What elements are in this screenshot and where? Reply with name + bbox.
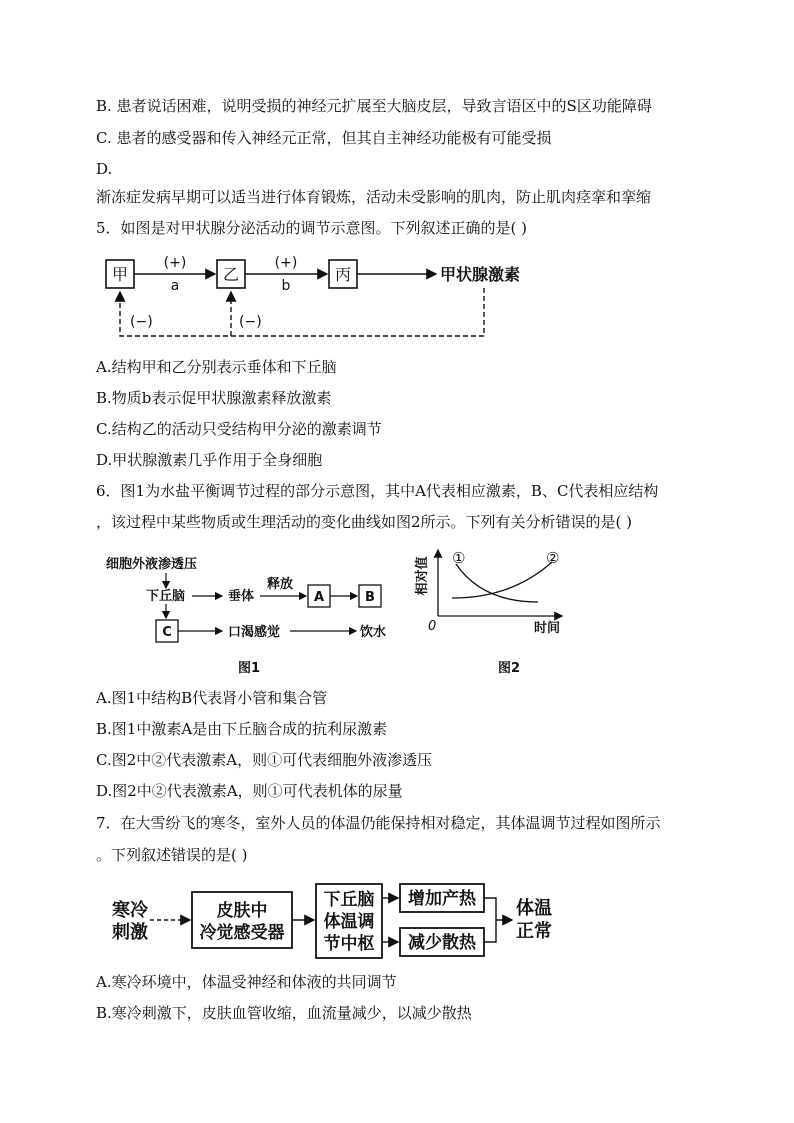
- q7-box-heat-label: 增加产热: [408, 889, 476, 909]
- q6-option-c: C.图2中②代表激素A，则①可代表细胞外液渗透压: [96, 751, 433, 769]
- q6-option-d: D.图2中②代表激素A，则①可代表机体的尿量: [96, 782, 403, 800]
- q4-option-d-text: 渐冻症发病早期可以适当进行体育锻炼，活动未受影响的肌肉，防止肌肉痉挛和挛缩: [96, 188, 652, 206]
- q7-option-b: B.寒冷刺激下，皮肤血管收缩，血流量减少，以减少散热: [96, 1004, 472, 1022]
- q7-diagram: [108, 880, 568, 962]
- fig1-release: 释放: [267, 577, 294, 592]
- fig2-caption: 图2: [498, 661, 521, 676]
- fig1-box-c-label: C: [162, 625, 172, 640]
- q5-option-d: D.甲状腺激素几乎作用于全身细胞: [96, 451, 323, 469]
- arrow-b-label: b: [281, 278, 291, 294]
- output-label: 甲状腺激素: [440, 265, 521, 284]
- box-yi-label: 乙: [222, 265, 240, 284]
- q7-stim-line2: 刺激: [112, 922, 148, 943]
- q7-box-center-line2: 体温调: [323, 912, 375, 932]
- fig1-osmotic: 细胞外液渗透压: [106, 557, 198, 572]
- box-jia-label: 甲: [111, 265, 129, 284]
- q7-box-loss-label: 减少散热: [408, 933, 476, 953]
- q7-box-center-line3: 节中枢: [323, 934, 375, 954]
- fig2-xlabel: 时间: [534, 621, 561, 636]
- q7-option-a: A.寒冷环境中，体温受神经和体液的共同调节: [96, 973, 397, 991]
- feedback1-sign: (−): [130, 314, 153, 330]
- fig1-drink: 饮水: [360, 625, 387, 640]
- arrow-a-sign: (+): [163, 255, 187, 271]
- q6-option-a: A.图1中结构B代表肾小管和集合管: [96, 689, 328, 707]
- q5-option-c: C.结构乙的活动只受结构甲分泌的激素调节: [96, 420, 382, 438]
- fig2-curve2: [452, 562, 552, 598]
- q6-stem-line1: 6．图1为水盐平衡调节过程的部分示意图，其中A代表相应激素，B、C代表相应结构: [96, 482, 659, 500]
- q7-stem-line2: 。下列叙述错误的是( ): [96, 846, 248, 864]
- q7-stem-line1: 7．在大雪纷飞的寒冬，室外人员的体温仍能保持相对稳定，其体温调节过程如图所示: [96, 814, 661, 832]
- fig2-curve2-label: ②: [546, 549, 560, 567]
- q7-stim-line1: 寒冷: [112, 900, 148, 921]
- fig1-box-a-label: A: [313, 590, 325, 605]
- arrow-a-label: a: [170, 278, 180, 294]
- fig1-hypothalamus: 下丘脑: [146, 589, 186, 604]
- q7-box-center-line1: 下丘脑: [323, 890, 375, 910]
- fig1-box-b-label: B: [365, 590, 375, 605]
- q5-option-a: A.结构甲和乙分别表示垂体和下丘脑: [96, 358, 337, 376]
- q7-merge-line: [484, 898, 496, 942]
- q6-figure1: [100, 548, 400, 678]
- fig2-ylabel: 相对值: [415, 556, 430, 596]
- fig1-thirst: 口渴感觉: [228, 625, 281, 640]
- fig2-curve1: [456, 564, 538, 602]
- q4-option-b: B. 患者说话困难，说明受损的神经元扩展至大脑皮层，导致言语区中的S区功能障碍: [96, 97, 652, 115]
- fig2-curve1-label: ①: [452, 549, 466, 567]
- q7-box-receptor-line2: 冷觉感受器: [199, 923, 285, 943]
- feedback-line: [120, 288, 484, 336]
- q4-option-d-label: D.: [96, 160, 113, 178]
- q5-diagram: [100, 248, 540, 348]
- q4-option-c: C. 患者的感受器和传入神经元正常，但其自主神经功能极有可能受损: [96, 129, 552, 147]
- q7-result-line1: 体温: [516, 898, 552, 919]
- q7-box-receptor-line1: 皮肤中: [216, 901, 268, 921]
- arrow-b-sign: (+): [274, 255, 298, 271]
- q6-option-b: B.图1中激素A是由下丘脑合成的抗利尿激素: [96, 720, 388, 738]
- q5-option-b: B.物质b表示促甲状腺激素释放激素: [96, 389, 332, 407]
- q7-result-line2: 正常: [516, 921, 552, 942]
- box-bing-label: 丙: [334, 265, 352, 284]
- q6-figure2: [412, 546, 582, 678]
- q6-stem-line2: ，该过程中某些物质或生理活动的变化曲线如图2所示。下列有关分析错误的是( ): [96, 513, 633, 531]
- fig1-pituitary: 垂体: [228, 589, 255, 604]
- fig1-caption: 图1: [238, 661, 261, 676]
- feedback2-sign: (−): [239, 314, 262, 330]
- q5-stem: 5．如图是对甲状腺分泌活动的调节示意图。下列叙述正确的是( ): [96, 219, 528, 237]
- fig2-origin: 0: [428, 619, 437, 634]
